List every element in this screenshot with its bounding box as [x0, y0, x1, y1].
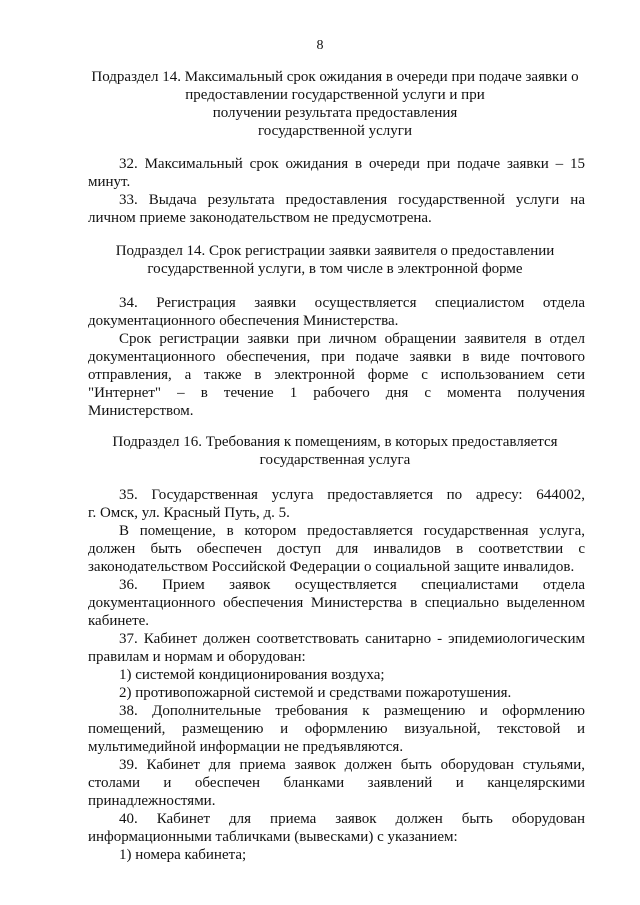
paragraph-line: 2) противопожарной системой и средствами пожаротушения.: [119, 685, 512, 701]
paragraph-line: 38. Дополнительные требования к размещению и оформлению: [119, 703, 585, 719]
paragraph-line: 33. Выдача результата предоставления государственной услуги на: [119, 192, 585, 208]
paragraph-line: Министерством.: [88, 403, 194, 419]
paragraph-line: "Интернет" – в течение 1 рабочего дня с момента получения: [88, 385, 585, 401]
paragraph-35: [88, 486, 585, 522]
paragraph-36: [88, 576, 585, 630]
heading-line: государственной услуги: [258, 123, 412, 139]
paragraph-line: мультимедийной информации не предъявляются.: [88, 739, 404, 755]
paragraph-line: 37. Кабинет должен соответствовать санитарно - эпидемиологическим: [119, 631, 585, 647]
heading-line: Подраздел 16. Требования к помещениям, в которых предоставляется: [112, 434, 558, 450]
paragraph-line: 1) системой кондиционирования воздуха;: [119, 667, 385, 683]
paragraph-40: [88, 810, 585, 846]
paragraph-line: информационными табличками (вывесками) с указанием:: [88, 829, 458, 845]
paragraph-line: должен быть обеспечен доступ для инвалидов в соответствии с: [88, 541, 585, 557]
paragraph-line: минут.: [88, 174, 131, 190]
paragraph-line: 39. Кабинет для приема заявок должен быть оборудован стульями,: [119, 757, 585, 773]
paragraph-line: 36. Прием заявок осуществляется специалистами отдела: [119, 577, 585, 593]
section-heading-15: [80, 242, 590, 278]
paragraph-line: правилам и нормам и оборудован:: [88, 649, 306, 665]
paragraph-line: 1) номера кабинета;: [119, 847, 247, 863]
paragraph-33: [88, 191, 585, 227]
paragraph-line: документационного обеспечения Министерства.: [88, 313, 399, 329]
heading-line: государственная услуга: [259, 452, 411, 468]
paragraph-35-accessibility: [88, 522, 585, 576]
paragraph-line: 35. Государственная услуга предоставляется по адресу: 644002,: [119, 487, 585, 503]
paragraph-line: В помещение, в котором предоставляется государственная услуга,: [119, 523, 585, 539]
paragraph-39: [88, 756, 585, 810]
heading-line: получении результата предоставления: [212, 105, 458, 121]
section-heading-16: [80, 433, 590, 469]
heading-line: Подраздел 14. Максимальный срок ожидания в очереди при подаче заявки о: [91, 69, 579, 85]
paragraph-line: отправления, а также в электронной форме с использованием сети: [88, 367, 585, 383]
list-item-37-1: [88, 666, 585, 684]
paragraph-line: помещений, размещению и оформлению визуальной, текстовой и: [88, 721, 585, 737]
paragraph-line: кабинете.: [88, 613, 150, 629]
paragraph-line: документационного обеспечения Министерства в специально выделенном: [88, 595, 585, 611]
list-item-37-2: [88, 684, 585, 702]
paragraph-37: [88, 630, 585, 666]
paragraph-line: 32. Максимальный срок ожидания в очереди при подаче заявки – 15: [119, 156, 585, 172]
paragraph-34: [88, 294, 585, 330]
paragraph-line: принадлежностями.: [88, 793, 216, 809]
paragraph-line: Срок регистрации заявки при личном обращении заявителя в отдел: [119, 331, 585, 347]
paragraph-line: законодательством Российской Федерации о социальной защите инвалидов.: [88, 559, 575, 575]
paragraph-line: 40. Кабинет для приема заявок должен быть оборудован: [119, 811, 585, 827]
page-number: 8: [316, 38, 324, 53]
section-heading-14: [80, 68, 590, 140]
paragraph-line: личном приеме законодательством не предусмотрена.: [88, 210, 432, 226]
paragraph-line: 34. Регистрация заявки осуществляется специалистом отдела: [119, 295, 585, 311]
heading-line: Подраздел 14. Срок регистрации заявки заявителя о предоставлении: [115, 243, 555, 259]
paragraph-34-registration-term: [88, 330, 585, 420]
paragraph-32: [88, 155, 585, 191]
heading-line: государственной услуги, в том числе в электронной форме: [147, 261, 523, 277]
paragraph-line: столами и обеспечен бланками заявлений и канцелярскими: [88, 775, 585, 791]
paragraph-line: документационного обеспечения, при подаче заявки в виде почтового: [88, 349, 585, 365]
paragraph-38: [88, 702, 585, 756]
paragraph-line: г. Омск, ул. Красный Путь, д. 5.: [88, 505, 290, 521]
list-item-40-1: [88, 846, 585, 864]
heading-line: предоставлении государственной услуги и при: [185, 87, 485, 103]
